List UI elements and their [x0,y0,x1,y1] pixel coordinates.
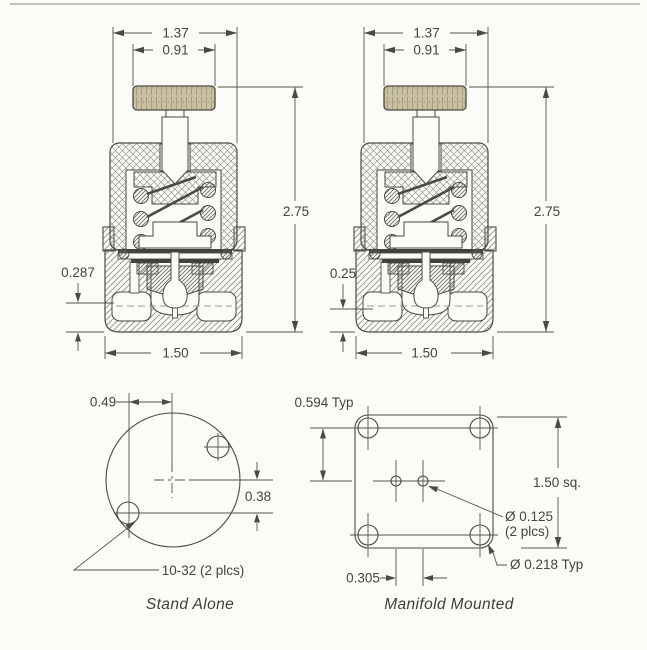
dim-port-spacing: 0.305 [346,570,380,586]
thread-note: 10-32 (2 plcs) [161,563,245,578]
bottom-view-manifold [294,395,583,613]
dim-plate-size: 1.50 sq. [532,475,582,490]
dim-hole-offset: 0.594 Typ [294,395,354,410]
dim-top-width-left: 1.37 [162,25,189,41]
dim-knob-width-left: 0.91 [162,42,189,58]
dim-base-width-left: 1.50 [162,345,189,361]
front-view-right [354,86,496,332]
dim-base-width-right: 1.50 [411,345,438,361]
dim-hole-offset-y: 0.38 [244,489,272,504]
dim-top-width-right: 1.37 [413,25,440,41]
dim-overall-height-left: 2.75 [282,204,310,219]
caption-stand-alone: Stand Alone [145,596,235,613]
dim-hole-offset-x: 0.49 [89,394,117,410]
dim-port-height-right: 0.25 [329,266,357,281]
bottom-view-stand-alone [74,393,273,613]
dim-port-height-left: 0.287 [61,265,95,280]
front-view-left [103,86,245,332]
port-dia-qty-label: (2 plcs) [505,524,550,539]
port-dia-label: Ø 0.125 [505,509,554,524]
dim-knob-width-right: 0.91 [413,42,440,58]
mount-hole-dia-label: Ø 0.218 Typ [510,557,584,572]
caption-manifold: Manifold Mounted [384,596,514,613]
thread-leader-line [74,523,159,570]
dim-overall-height-right: 2.75 [533,204,561,219]
